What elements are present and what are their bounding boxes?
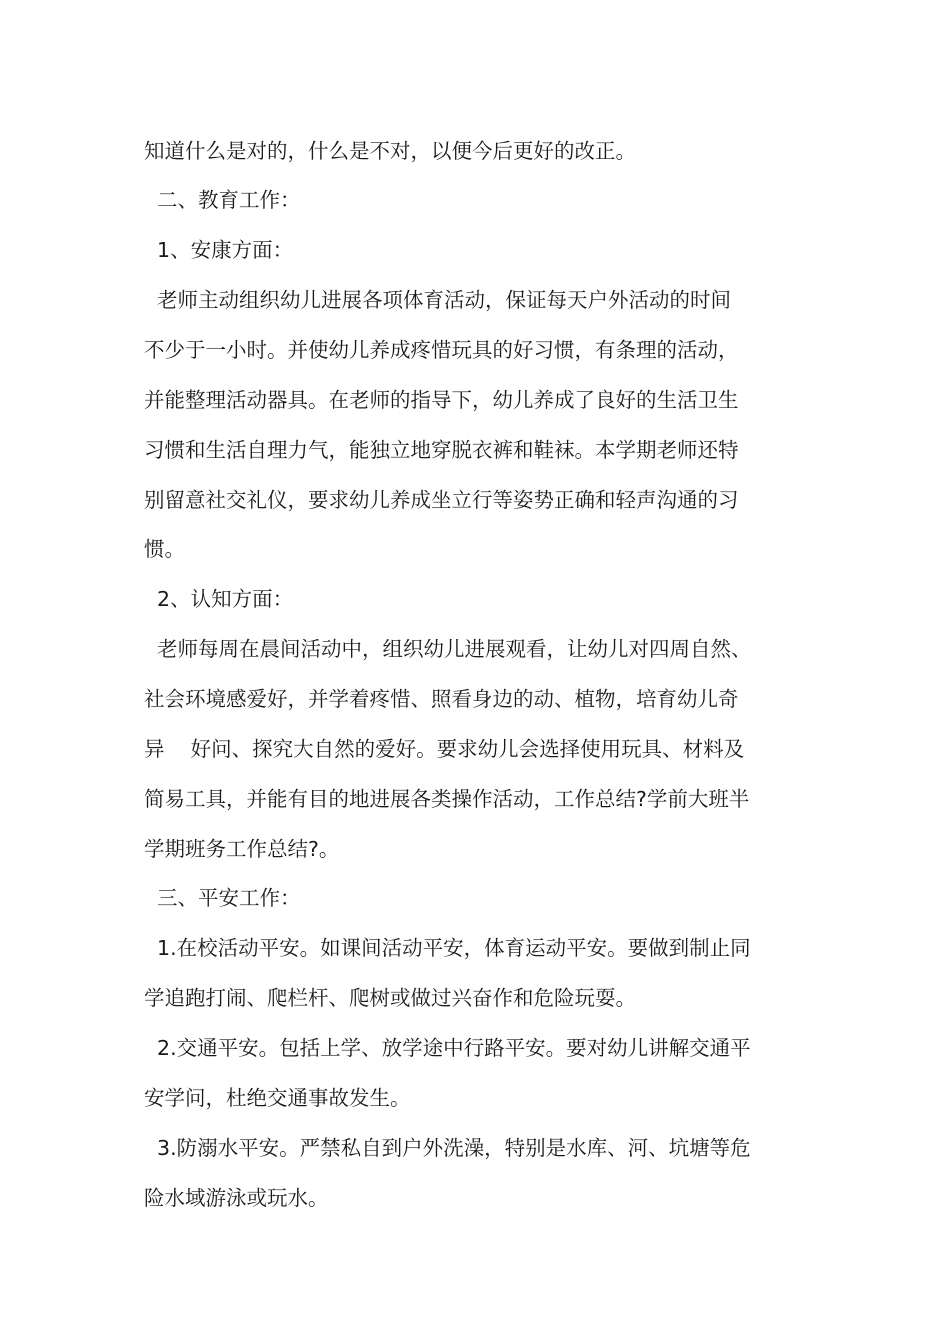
section-heading: 三、平安工作：: [144, 886, 301, 910]
text-line: 2.交通平安。包括上学、放学途中行路平安。要对幼儿讲解交通平: [144, 1036, 751, 1060]
text-line: 并能整理活动器具。在老师的指导下，幼儿养成了良好的生活卫生: [144, 388, 739, 412]
text-line: 别留意社交礼仪，要求幼儿养成坐立行等姿势正确和轻声沟通的习: [144, 488, 739, 512]
text-line: 社会环境感爱好，并学着疼惜、照看身边的动、植物，培育幼儿奇: [144, 687, 739, 711]
text-line: 惯。: [144, 537, 185, 561]
text-line: 3.防溺水平安。严禁私自到户外洗澡，特别是水库、河、坑塘等危: [144, 1136, 751, 1160]
text-line: 习惯和生活自理力气，能独立地穿脱衣裤和鞋袜。本学期老师还特: [144, 438, 739, 462]
text-line: 险水域游泳或玩水。: [144, 1186, 329, 1210]
subsection-heading: 1、安康方面：: [144, 238, 294, 262]
text-line: 老师主动组织幼儿进展各项体育活动，保证每天户外活动的时间: [144, 288, 732, 312]
subsection-heading: 2、认知方面：: [144, 587, 294, 611]
text-line: 1.在校活动平安。如课间活动平安，体育运动平安。要做到制止同: [144, 936, 751, 960]
text-line: 学追跑打闹、爬栏杆、爬树或做过兴奋作和危险玩耍。: [144, 986, 636, 1010]
section-heading: 二、教育工作：: [144, 188, 301, 212]
text-line: 不少于一小时。并使幼儿养成疼惜玩具的好习惯，有条理的活动，: [144, 338, 739, 362]
text-line: 安学问，杜绝交通事故发生。: [144, 1086, 411, 1110]
text-line: 知道什么是对的，什么是不对，以便今后更好的改正。: [144, 139, 636, 163]
text-line: 异 好问、探究大自然的爱好。要求幼儿会选择使用玩具、材料及: [144, 737, 745, 761]
text-line: 学期班务工作总结?。: [144, 837, 340, 861]
text-line: 老师每周在晨间活动中，组织幼儿进展观看，让幼儿对四周自然、: [144, 637, 752, 661]
text-line: 简易工具，并能有目的地进展各类操作活动，工作总结?学前大班半: [144, 787, 750, 811]
